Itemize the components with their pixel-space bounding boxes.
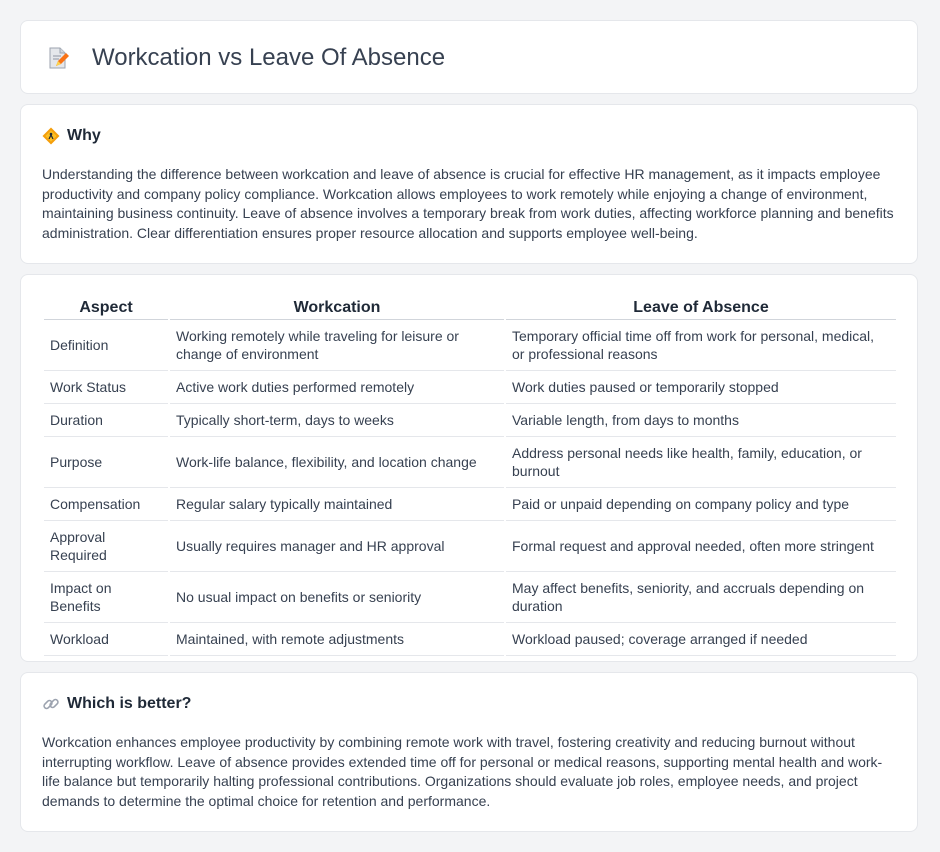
aspect-cell: Definition xyxy=(44,320,168,371)
table-row xyxy=(44,572,896,623)
table-row xyxy=(44,437,896,488)
column-header-aspect: Aspect xyxy=(44,297,168,320)
document-pencil-icon xyxy=(47,47,69,69)
table-row xyxy=(44,404,896,437)
comparison-card xyxy=(20,274,918,662)
leave-cell: Variable length, from days to months xyxy=(506,404,896,437)
workcation-cell: Work-life balance, flexibility, and location change xyxy=(170,437,504,488)
why-title: Why xyxy=(67,127,101,144)
comparison-table xyxy=(42,297,898,656)
table-header-row xyxy=(44,297,896,320)
leave-cell: May affect benefits, seniority, and accruals depending on duration xyxy=(506,572,896,623)
table-row xyxy=(44,371,896,404)
header-card xyxy=(20,20,918,94)
aspect-cell: Work Status xyxy=(44,371,168,404)
aspect-cell: Impact on Benefits xyxy=(44,572,168,623)
which-is-better-title: Which is better? xyxy=(67,695,192,712)
workcation-cell: Active work duties performed remotely xyxy=(170,371,504,404)
which-is-better-heading xyxy=(42,695,191,713)
aspect-cell: Purpose xyxy=(44,437,168,488)
workcation-cell: Usually requires manager and HR approval xyxy=(170,521,504,572)
workcation-cell: Typically short-term, days to weeks xyxy=(170,404,504,437)
leave-cell: Workload paused; coverage arranged if needed xyxy=(506,623,896,656)
workcation-cell: No usual impact on benefits or seniority xyxy=(170,572,504,623)
which-is-better-text: Workcation enhances employee productivity by combining remote work with travel, fostering creativity and reducing burnout without interrupting workflow. Leave of absence provides extended time off for personal or medical reasons, supporting mental health and work-life balance but temporarily halting professional contributions. Organizations should evaluate job roles, employee needs, and project demands to determine the optimal choice for retention and performance. xyxy=(42,734,883,809)
aspect-cell: Workload xyxy=(44,623,168,656)
leave-cell: Temporary official time off from work for personal, medical, or professional reasons xyxy=(506,320,896,371)
why-heading xyxy=(42,127,101,145)
aspect-cell: Approval Required xyxy=(44,521,168,572)
table-row xyxy=(44,488,896,521)
table-row xyxy=(44,320,896,371)
leave-cell: Formal request and approval needed, often more stringent xyxy=(506,521,896,572)
leave-cell: Address personal needs like health, family, education, or burnout xyxy=(506,437,896,488)
aspect-cell: Duration xyxy=(44,404,168,437)
table-row xyxy=(44,521,896,572)
workcation-cell: Regular salary typically maintained xyxy=(170,488,504,521)
page-title: Workcation vs Leave Of Absence xyxy=(92,44,446,71)
workcation-cell: Maintained, with remote adjustments xyxy=(170,623,504,656)
leave-cell: Paid or unpaid depending on company policy and type xyxy=(506,488,896,521)
workcation-cell: Working remotely while traveling for leisure or change of environment xyxy=(170,320,504,371)
diamond-sign-icon xyxy=(42,127,60,145)
column-header-leave-of-absence: Leave of Absence xyxy=(506,297,896,320)
why-section xyxy=(20,104,918,264)
why-text: Understanding the difference between workcation and leave of absence is crucial for effective HR management, as it impacts employee productivity and company policy compliance. Workcation allows employees to work remotely while enjoying a change of environment, maintaining business continuity. Leave of absence involves a temporary break from work duties, affecting workforce planning and benefits administration. Clear differentiation ensures proper resource allocation and supports employee well-being. xyxy=(42,166,894,241)
aspect-cell: Compensation xyxy=(44,488,168,521)
column-header-workcation: Workcation xyxy=(170,297,504,320)
leave-cell: Work duties paused or temporarily stopped xyxy=(506,371,896,404)
link-icon xyxy=(42,695,60,713)
which-is-better-section xyxy=(20,672,918,832)
table-row xyxy=(44,623,896,656)
